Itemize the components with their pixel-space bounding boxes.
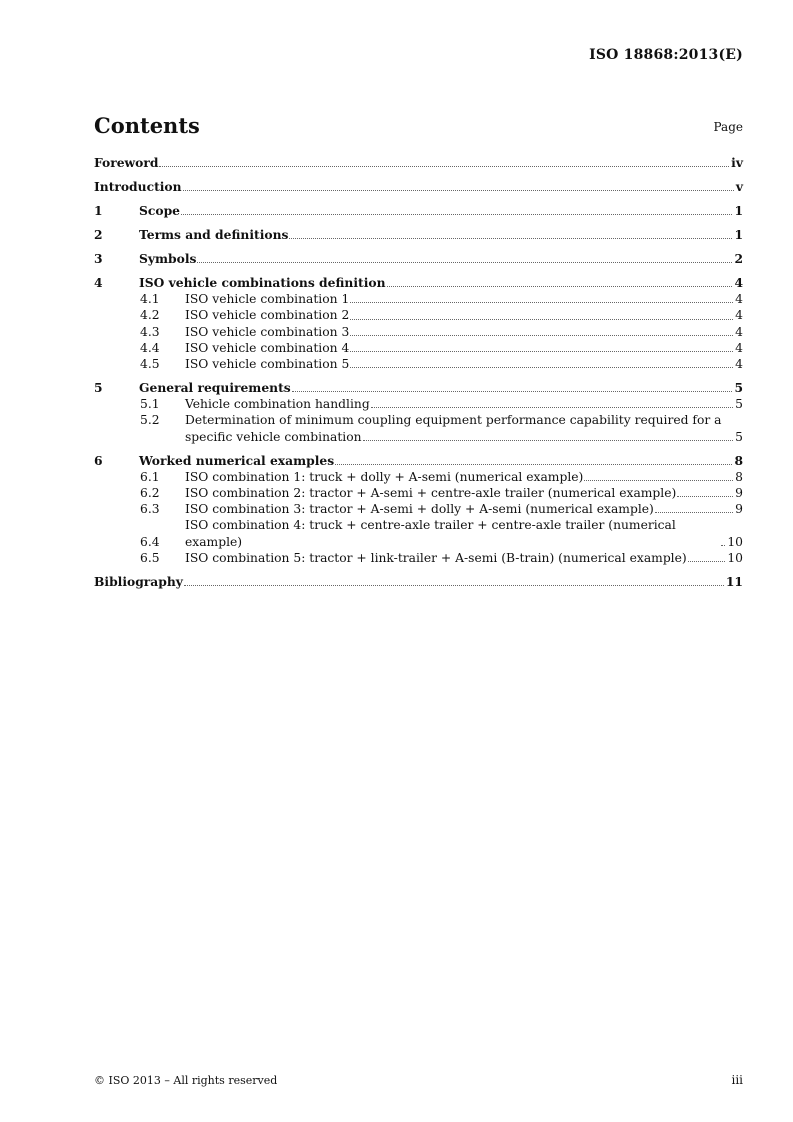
toc-entry-page: 11 <box>725 573 743 589</box>
toc-entry-title: ISO vehicle combination 2 <box>185 308 350 323</box>
toc-entry[interactable] <box>94 412 743 428</box>
toc-entry[interactable] <box>94 307 743 323</box>
toc-entry[interactable] <box>94 251 743 267</box>
toc-leader-dots <box>371 407 733 408</box>
toc-leader-dots <box>292 391 733 392</box>
toc-entry[interactable] <box>94 453 743 469</box>
toc-entry-number: 4 <box>94 275 103 290</box>
toc-entry-page: 10 <box>727 534 743 549</box>
toc-entry-number: 5 <box>94 380 103 396</box>
toc-leader-dots <box>677 496 733 497</box>
toc-entry-number: 4.2 <box>140 308 160 323</box>
toc-entry-page: 4 <box>734 275 743 290</box>
toc-entry-page: 4 <box>735 292 743 307</box>
toc-leader-dots <box>350 367 733 368</box>
toc-entry-page: iv <box>731 155 743 170</box>
toc-leader-dots <box>584 480 733 481</box>
toc-entry-title: Vehicle combination handling <box>185 397 370 412</box>
document-code: ISO 18868:2013(E) <box>589 47 743 63</box>
toc-entry[interactable] <box>94 469 743 485</box>
toc-entry[interactable] <box>94 155 743 171</box>
toc-entry-number: 4.4 <box>140 340 160 355</box>
toc-entry-title-continued: specific vehicle combination <box>185 429 362 444</box>
toc-entry-number: 5.2 <box>140 413 160 428</box>
toc-entry-title: ISO vehicle combination 4 <box>185 340 350 355</box>
toc-entry-title: Bibliography <box>94 573 183 589</box>
toc-leader-dots <box>350 302 733 303</box>
toc-entry-title: Scope <box>139 203 180 218</box>
toc-entry-title: Worked numerical examples <box>139 452 335 468</box>
toc-entry-page: 1 <box>734 227 743 242</box>
toc-entry-title: ISO combination 1: truck + dolly + A-semi (numerical example) <box>185 469 584 484</box>
copyright-notice: © ISO 2013 – All rights reserved <box>94 1074 278 1087</box>
toc-entry-title: ISO vehicle combinations definition <box>139 275 386 290</box>
toc-entry-page: 8 <box>734 452 743 468</box>
toc-entry[interactable] <box>94 396 743 412</box>
toc-entry-page: 1 <box>734 203 743 218</box>
page-column-label: Page <box>713 120 743 134</box>
toc-leader-dots <box>289 238 732 239</box>
toc-entry[interactable] <box>94 380 743 396</box>
toc-entry-title: ISO combination 3: tractor + A-semi + dolly + A-semi (numerical example) <box>185 502 654 517</box>
toc-entry[interactable] <box>94 291 743 307</box>
toc-entry[interactable] <box>94 203 743 219</box>
toc-entry-page: 5 <box>735 429 743 444</box>
toc-entry[interactable] <box>94 227 743 243</box>
toc-entry-page: 2 <box>734 251 743 266</box>
toc-entry-page: 4 <box>735 308 743 323</box>
toc-entry-number: 6.5 <box>140 550 160 565</box>
toc-entry-page: 9 <box>735 486 743 501</box>
toc-entry-number: 4.1 <box>140 292 160 307</box>
toc-entry-number: 2 <box>94 227 103 242</box>
toc-entry-number: 6.2 <box>140 486 160 501</box>
page-title: Contents <box>94 113 200 138</box>
toc-entry-title: ISO vehicle combination 5 <box>185 357 350 372</box>
toc-entry-title: ISO vehicle combination 1 <box>185 292 350 307</box>
toc-leader-dots <box>655 512 733 513</box>
toc-entry-number: 6.3 <box>140 502 160 517</box>
toc-entry-page: v <box>735 179 743 194</box>
toc-entry-title: Foreword <box>94 155 159 170</box>
toc-entry[interactable] <box>94 550 743 566</box>
toc-entry[interactable] <box>94 179 743 195</box>
toc-leader-dots <box>335 464 732 465</box>
toc-entry-number: 6.1 <box>140 469 160 484</box>
toc-entry-page: 5 <box>734 380 743 396</box>
toc-entry[interactable] <box>94 275 743 291</box>
toc-entry-title: ISO combination 2: tractor + A-semi + centre-axle trailer (numerical example) <box>185 486 677 501</box>
toc-entry[interactable] <box>94 356 743 372</box>
toc-entry-number: 6.4 <box>140 534 160 549</box>
table-of-contents <box>94 155 743 590</box>
page-number: iii <box>731 1073 743 1087</box>
toc-entry-page: 10 <box>727 550 743 565</box>
toc-leader-dots <box>363 440 734 441</box>
toc-entry-title: ISO vehicle combination 3 <box>185 324 350 339</box>
toc-leader-dots <box>184 585 724 586</box>
toc-entry-number: 3 <box>94 251 103 266</box>
toc-entry-number: 4.5 <box>140 357 160 372</box>
toc-entry-number: 4.3 <box>140 324 160 339</box>
toc-leader-dots <box>387 286 733 287</box>
toc-entry-page: 4 <box>735 357 743 372</box>
toc-leader-dots <box>350 351 733 352</box>
toc-entry-page: 8 <box>735 469 743 484</box>
toc-entry-page: 5 <box>735 397 743 412</box>
toc-entry-page: 4 <box>735 340 743 355</box>
toc-entry[interactable] <box>94 517 743 549</box>
toc-entry-title: Terms and definitions <box>139 227 289 242</box>
toc-leader-dots <box>183 190 734 191</box>
toc-entry[interactable] <box>94 340 743 356</box>
toc-entry-number: 6 <box>94 452 103 468</box>
toc-entry-title: Introduction <box>94 179 182 194</box>
toc-leader-dots <box>159 166 729 167</box>
toc-leader-dots <box>721 545 725 546</box>
toc-entry-continuation[interactable] <box>94 429 743 445</box>
toc-entry[interactable] <box>94 485 743 501</box>
toc-entry-title: ISO combination 4: truck + centre-axle trailer + centre-axle trailer (numerical example) <box>185 518 676 549</box>
toc-leader-dots <box>350 335 733 336</box>
toc-entry-title: General requirements <box>139 380 291 396</box>
toc-entry[interactable] <box>94 324 743 340</box>
toc-entry-number: 5.1 <box>140 397 160 412</box>
toc-leader-dots <box>197 262 732 263</box>
toc-entry-title: ISO combination 5: tractor + link-trailer + A-semi (B-train) (numerical example) <box>185 550 687 565</box>
toc-entry-page: 9 <box>735 502 743 517</box>
toc-leader-dots <box>688 561 726 562</box>
toc-entry-page: 4 <box>735 324 743 339</box>
toc-entry-title: Symbols <box>139 251 197 266</box>
toc-leader-dots <box>350 319 733 320</box>
toc-entry[interactable] <box>94 574 743 590</box>
toc-entry[interactable] <box>94 501 743 517</box>
toc-entry-number: 1 <box>94 203 103 218</box>
toc-leader-dots <box>181 214 732 215</box>
toc-entry-title: Determination of minimum coupling equipment performance capability required for a <box>185 413 722 428</box>
